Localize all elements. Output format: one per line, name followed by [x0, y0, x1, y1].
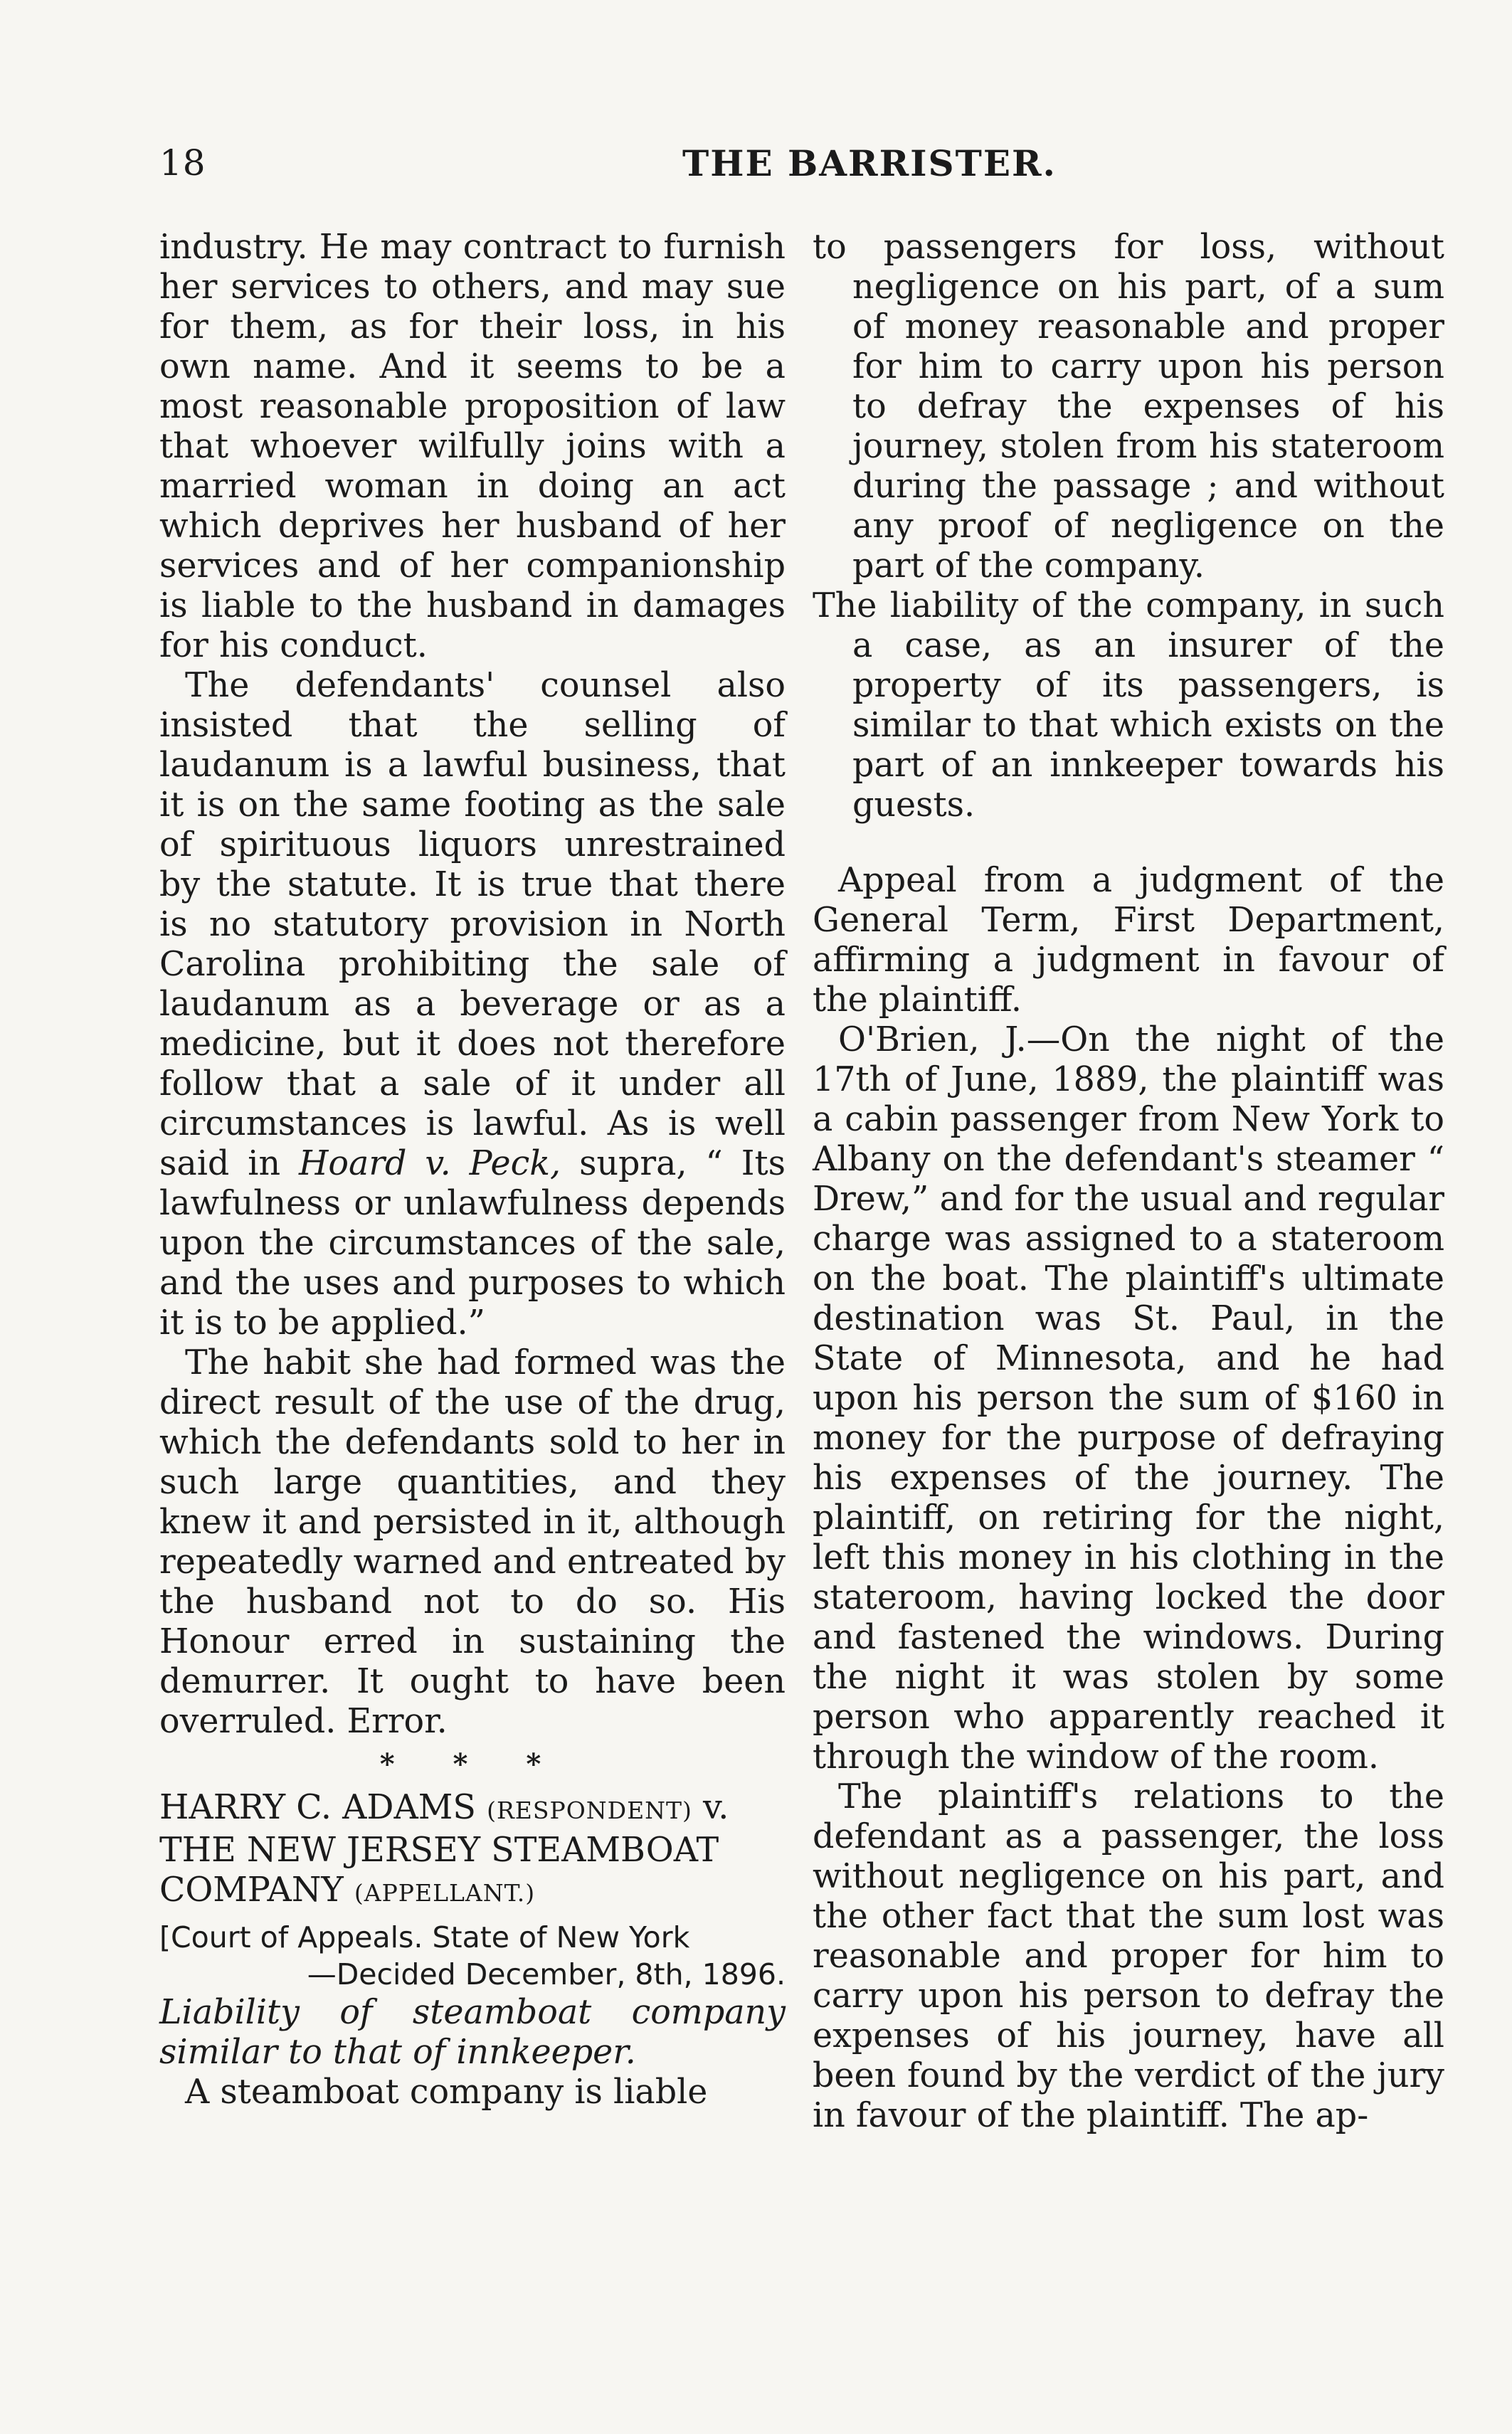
case-citation: Hoard v. Peck,: [299, 1144, 561, 1183]
case-title-line-1: [159, 1788, 786, 1831]
respondent-name: HARRY C. ADAMS: [159, 1788, 476, 1827]
court-line-1: [Court of Appeals. State of New York: [159, 1920, 690, 1954]
quoted-passage: “ Its lawfulness or unlawfulness depends upon the circumstances of the sale, and the uses and purposes to which it is to be applied.”: [159, 1144, 786, 1343]
court-info: [159, 1919, 786, 1993]
right-paragraph-1: Appeal from a judgment of the General Term, First Department, affirming a judgment in favour of the plaintiff.: [813, 861, 1444, 1020]
right-paragraph-3: The plaintiff's relations to the defendant as a passenger, the loss without negligence on his part, and the other fact that the sum lost was reasonable and proper for him to carry upon his person to defray the expenses of his journey, have all been found by the verdict of the jury in favour of the plaintiff. The ap-: [813, 1777, 1444, 2135]
court-line-2: —Decided December, 8th, 1896.: [307, 1957, 786, 1991]
left-paragraph-2: [159, 666, 786, 1343]
right-column: [813, 228, 1444, 2136]
headnote-title: Liability of steamboat company similar to that of innkeeper.: [159, 1993, 786, 2072]
respondent-label: (RESPONDENT): [487, 1797, 692, 1824]
versus: v.: [703, 1788, 729, 1827]
left-paragraph-2-text: The defendants' counsel also insisted that the selling of laudanum is a lawful business, that it is on the same footing as the sale of spirituous liquors unrestrained by the statute. It is true that there is no statutory provision in North Carolina prohibiting the sale of laudanum as a beverage or as a medicine, but it does not therefore follow that a sale of it under all circumstances is lawful. As is well said in: [159, 666, 786, 1183]
appellant-name: COMPANY: [159, 1871, 344, 1910]
headnote-1: [813, 228, 1444, 586]
left-paragraph-3: The habit she had formed was the direct result of the use of the drug, which the defendants sold to her in such large quantities, and they knew it and persisted in it, although repeatedly warned and entreated by the husband not to do so. His Honour erred in sustaining the demurrer. It ought to have been overruled. Error.: [159, 1343, 786, 1741]
page-number: 18: [159, 142, 206, 184]
supra-text: supra,: [579, 1144, 687, 1183]
headnote-start: A steamboat company is liable: [185, 2073, 708, 2112]
appellant-label: (APPELLANT.): [354, 1879, 536, 1907]
headnote-2: [813, 586, 1444, 825]
headnote-1-text: to passengers for loss, without negligence on his part, of a sum of money reasonable and proper for him to carry upon his person to defray the expenses of his journey, stolen from his stateroom during the passage ; and without any proof of negligence on the part of the company.: [813, 228, 1444, 586]
case-title-line-3: [159, 1871, 786, 1913]
left-paragraph-1: industry. He may contract to furnish her services to others, and may sue for them, as for their loss, in his own name. And it seems to be a most reasonable proposition of law that whoever wilfully joins with a married woman in doing an act which deprives her husband of her services and of her companionship is liable to the husband in damages for his conduct.: [159, 228, 786, 665]
right-paragraph-2: O'Brien, J.—On the night of the 17th of June, 1889, the plaintiff was a cabin passenger from New York to Albany on the defendant's steamer “ Drew,” and for the usual and regular charge was assigned to a stateroom on the boat. The plaintiff's ultimate destination was St. Paul, in the State of Minnesota, and he had upon his person the sum of $160 in money for the purpose of defraying his expenses of the journey. The plaintiff, on retiring for the night, left this money in his clothing in the stateroom, having locked the door and fastened the windows. During the night it was stolen by some person who apparently reached it through the window of the room.: [813, 1020, 1444, 1777]
section-divider-stars: * * *: [379, 1747, 566, 1781]
case-title-line-2: THE NEW JERSEY STEAMBOAT: [159, 1831, 719, 1870]
page-header: [159, 142, 1434, 192]
left-column: [159, 228, 786, 2112]
headnote-2-text: The liability of the company, in such a case, as an insurer of the property of its passengers, is similar to that which exists on the part of an innkeeper towards his guests.: [813, 586, 1444, 825]
headnotes: [813, 228, 1444, 825]
running-title: THE BARRISTER.: [682, 142, 1057, 184]
spacer: [813, 825, 1444, 861]
